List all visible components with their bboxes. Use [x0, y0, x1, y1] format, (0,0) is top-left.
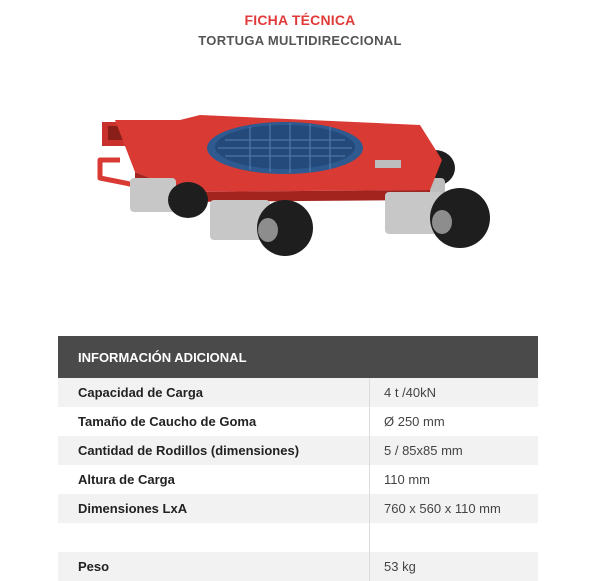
name-plate: [375, 160, 401, 168]
spec-value: 4 t /40kN: [370, 378, 539, 407]
page-subtitle: TORTUGA MULTIDIRECCIONAL: [198, 33, 402, 48]
table-row: [58, 407, 538, 436]
spec-value: 5 / 85x85 mm: [370, 436, 539, 465]
specs-table-heading: INFORMACIÓN ADICIONAL: [58, 336, 538, 378]
spec-label: Altura de Carga: [58, 465, 370, 494]
page-title: FICHA TÉCNICA: [244, 12, 356, 28]
table-row: [58, 465, 538, 494]
spec-label: Dimensiones LxA: [58, 494, 370, 523]
spec-label: Peso: [58, 552, 370, 581]
product-image: [90, 100, 510, 280]
table-row: [58, 378, 538, 407]
spec-label: Cantidad de Rodillos (dimensiones): [58, 436, 370, 465]
spec-value: Ø 250 mm: [370, 407, 539, 436]
spec-label: [58, 523, 370, 552]
spec-label: Tamaño de Caucho de Goma: [58, 407, 370, 436]
spec-value: 760 x 560 x 110 mm: [370, 494, 539, 523]
spec-value: 110 mm: [370, 465, 539, 494]
table-row: [58, 552, 538, 581]
wheel-mid-left: [168, 182, 208, 218]
spec-value: 53 kg: [370, 552, 539, 581]
table-row: [58, 494, 538, 523]
specs-table: [58, 336, 538, 581]
table-row: [58, 436, 538, 465]
spec-label: Capacidad de Carga: [58, 378, 370, 407]
spec-value: [370, 523, 539, 552]
table-row: [58, 523, 538, 552]
